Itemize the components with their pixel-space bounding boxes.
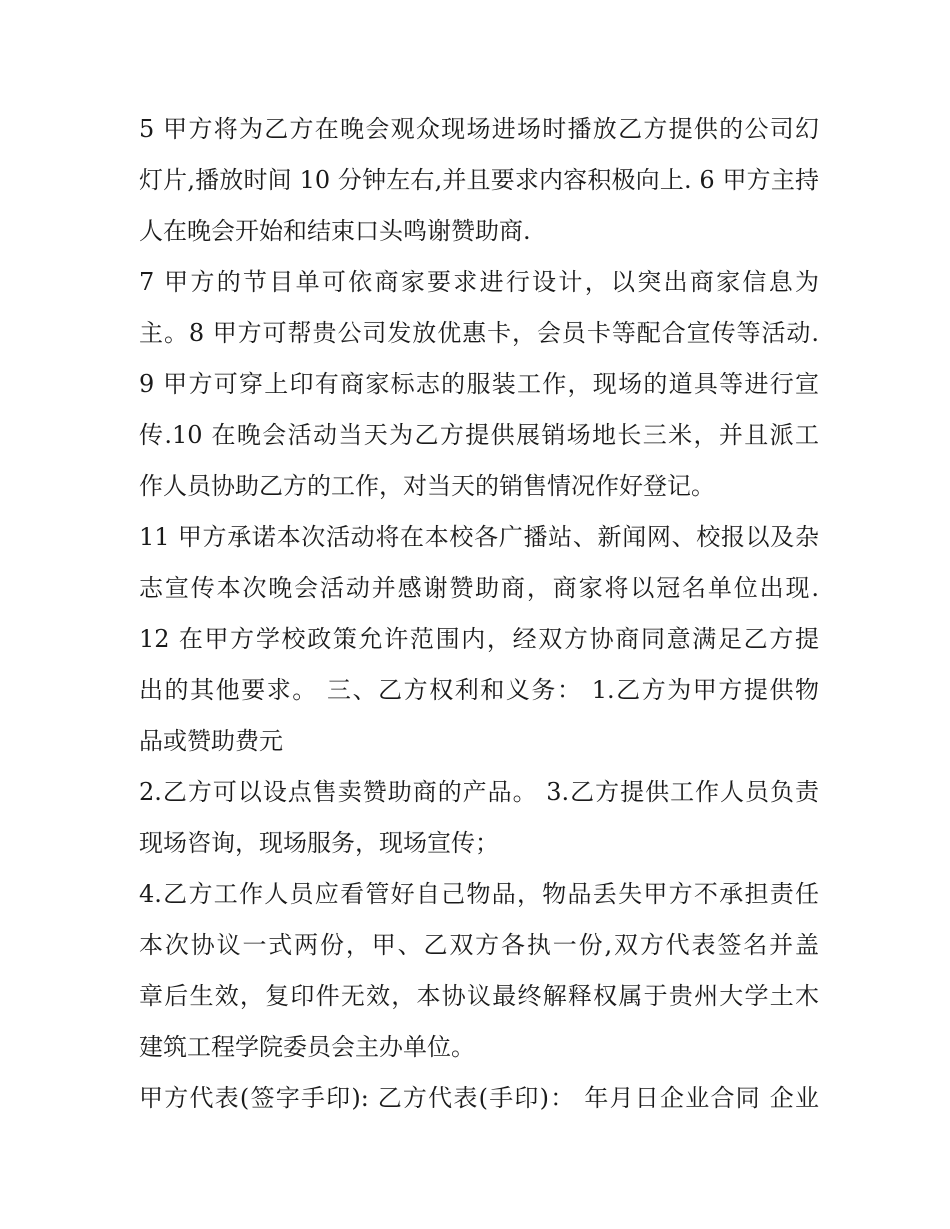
text-line: 本次协议一式两份，甲、乙双方各执一份,双方代表签名并盖 xyxy=(139,931,819,959)
text-line: 人在晚会开始和结束口头鸣谢赞助商. xyxy=(139,217,531,245)
text-line: 5 甲方将为乙方在晚会观众现场进场时播放乙方提供的公司幻 xyxy=(139,115,819,143)
text-line: 现场咨询，现场服务，现场宣传； xyxy=(139,829,499,857)
text-line: 出的其他要求。 三、乙方权利和义务： 1.乙方为甲方提供物 xyxy=(139,676,819,704)
text-line: 灯片,播放时间 10 分钟左右,并且要求内容积极向上. 6 甲方主持 xyxy=(139,166,819,194)
text-line: 主。8 甲方可帮贵公司发放优惠卡，会员卡等配合宣传等活动. xyxy=(139,319,819,347)
text-line: 甲方代表(签字手印): 乙方代表(手印)： 年月日企业合同 企业 xyxy=(139,1084,819,1112)
text-line: 志宣传本次晚会活动并感谢赞助商，商家将以冠名单位出现. xyxy=(139,574,819,602)
text-line: 章后生效，复印件无效，本协议最终解释权属于贵州大学土木 xyxy=(139,982,819,1010)
text-line: 7 甲方的节目单可依商家要求进行设计，以突出商家信息为 xyxy=(139,268,819,296)
text-line: 4.乙方工作人员应看管好自己物品，物品丢失甲方不承担责任 xyxy=(139,880,819,908)
text-line: 9 甲方可穿上印有商家标志的服装工作，现场的道具等进行宣 xyxy=(139,370,819,398)
text-line: 2.乙方可以设点售卖赞助商的产品。 3.乙方提供工作人员负责 xyxy=(139,778,819,806)
text-line: 品或赞助费元 xyxy=(139,727,283,755)
text-line: 11 甲方承诺本次活动将在本校各广播站、新闻网、校报以及杂 xyxy=(139,523,819,551)
text-line: 12 在甲方学校政策允许范围内，经双方协商同意满足乙方提 xyxy=(139,625,819,653)
text-line: 作人员协助乙方的工作，对当天的销售情况作好登记。 xyxy=(139,472,715,500)
text-line: 建筑工程学院委员会主办单位。 xyxy=(139,1033,475,1061)
text-line: 传.10 在晚会活动当天为乙方提供展销场地长三米，并且派工 xyxy=(139,421,819,449)
